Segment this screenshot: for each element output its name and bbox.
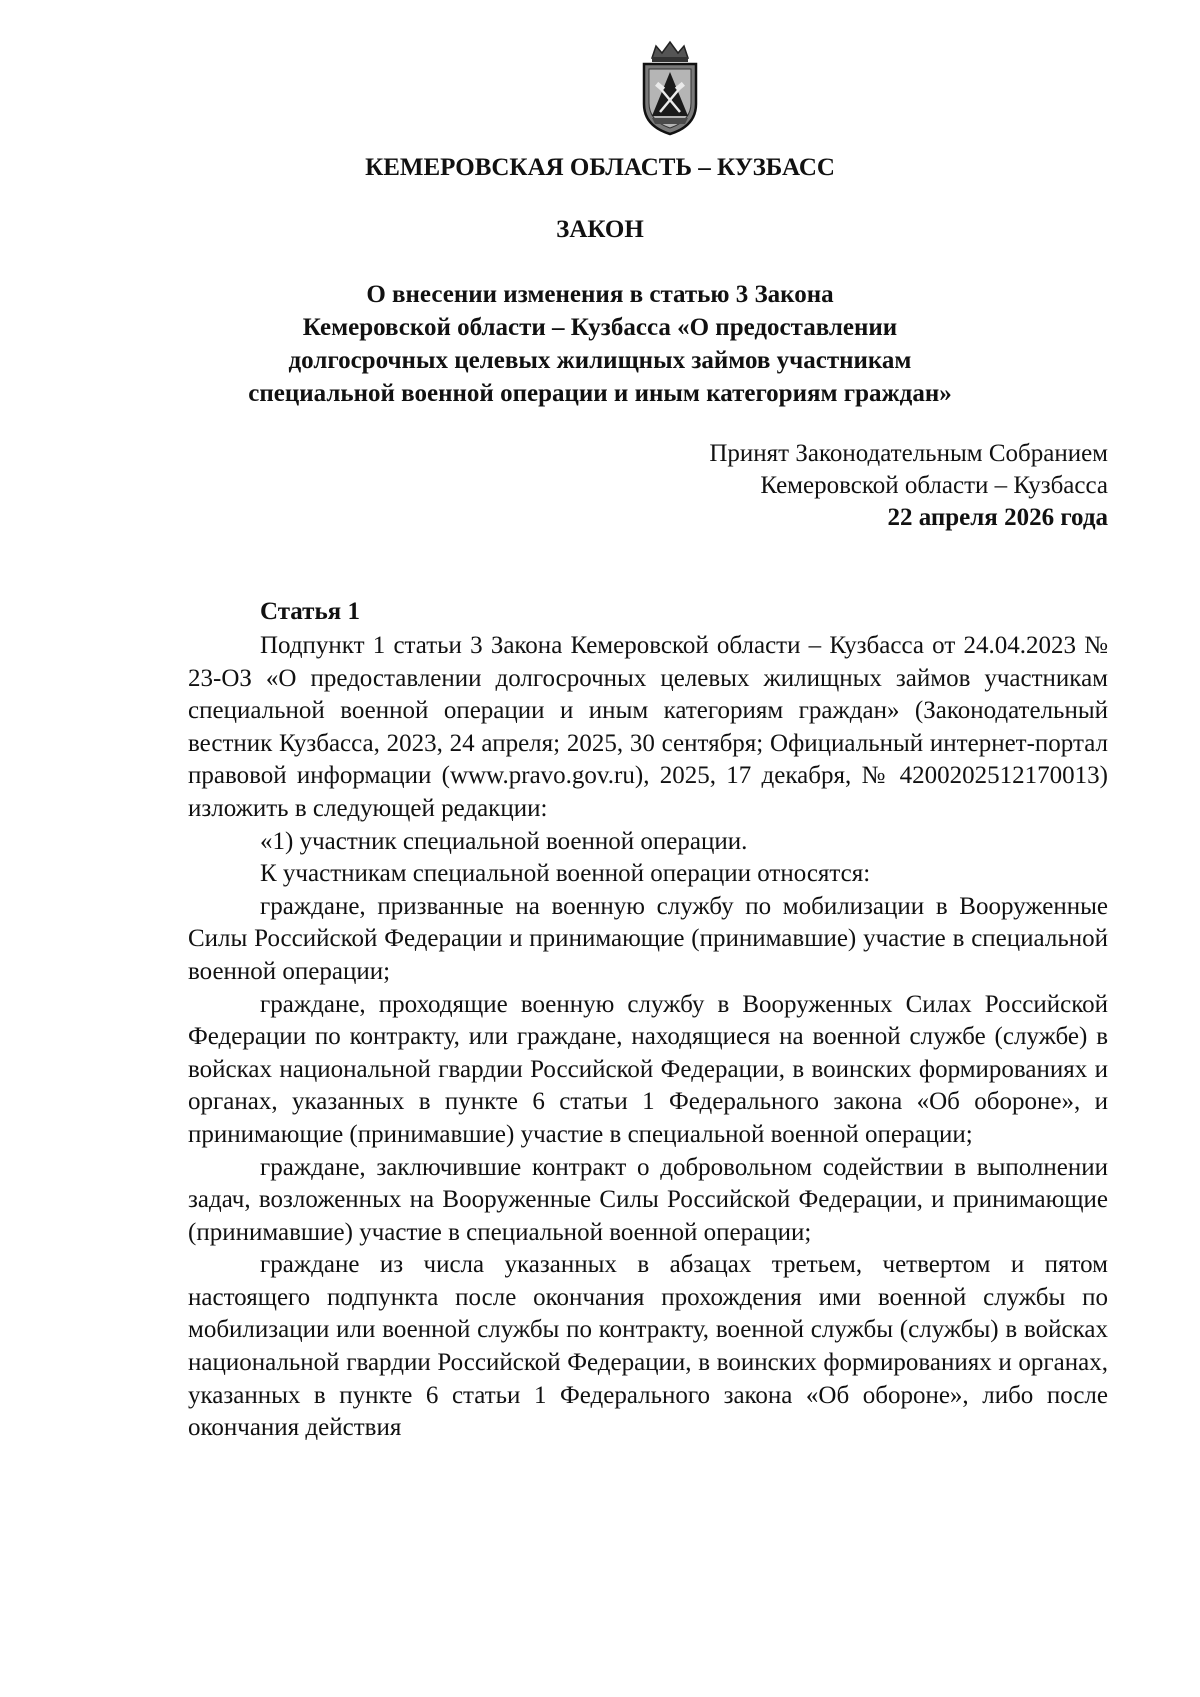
- law-title-line: долгосрочных целевых жилищных займов участникам: [288, 347, 912, 374]
- article-paragraph: «1) участник специальной военной операции.: [260, 827, 748, 855]
- article-paragraph: граждане из числа указанных в абзацах третьем, четвертом и пятом настоящего подпункта после окончания прохождения ими военной службы по мобилизации или военной службы по контракту, военной службы (службы) в войсках национальной гвардии Российской Федерации, в воинских формированиях и органах, указанных в пункте 6 статьи 1 Федерального закона «Об обороне», либо после окончания действия: [188, 1251, 1108, 1442]
- law-title: [0, 278, 1200, 410]
- law-title-line: специальной военной операции и иным категориям граждан»: [248, 380, 952, 407]
- article-paragraph: граждане, заключившие контракт о добровольном содействии в выполнении задач, возложенных на Вооруженные Силы Российской Федерации, и принимающие (принимавшие) участие в специальной военной операции;: [188, 1153, 1108, 1246]
- region-heading: КЕМЕРОВСКАЯ ОБЛАСТЬ – КУЗБАСС: [365, 154, 835, 181]
- adoption-body-line: Кемеровской области – Кузбасса: [760, 472, 1108, 499]
- coat-of-arms-icon: [630, 38, 710, 138]
- law-title-line: О внесении изменения в статью 3 Закона: [366, 281, 834, 308]
- article-paragraph: граждане, проходящие военную службу в Вооруженных Силах Российской Федерации по контракту, или граждане, находящиеся на военной службе (службе) в войсках национальной гвардии Российской Федерации, в воинских формированиях и органах, указанных в пункте 6 статьи 1 Федерального закона «Об обороне», и принимающие (принимавшие) участие в специальной военной операции;: [188, 990, 1108, 1148]
- article-body: [188, 630, 1108, 1445]
- article-paragraph: граждане, призванные на военную службу по мобилизации в Вооруженные Силы Российской Федерации и принимающие (принимавшие) участие в специальной военной операции;: [188, 892, 1108, 985]
- adoption-body-line: Принят Законодательным Собранием: [709, 440, 1108, 467]
- article-title: Статья 1: [260, 598, 360, 625]
- document-type-heading: ЗАКОН: [556, 216, 644, 243]
- article-paragraph: К участникам специальной военной операции относятся:: [260, 860, 871, 888]
- adoption-block: [709, 438, 1108, 534]
- law-title-line: Кемеровской области – Кузбасса «О предоставлении: [302, 314, 898, 341]
- adoption-date: 22 апреля 2026 года: [887, 504, 1108, 531]
- article-paragraph: Подпункт 1 статьи 3 Закона Кемеровской области – Кузбасса от 24.04.2023 № 23-ОЗ «О предоставлении долгосрочных целевых жилищных займов участникам специальной военной операции и иным категориям граждан» (Законодательный вестник Кузбасса, 2023, 24 апреля; 2025, 30 сентября; Официальный интернет-портал правовой информации (www.pravo.gov.ru), 2025, 17 декабря, № 4200202512170013) изложить в следующей редакции:: [188, 632, 1108, 822]
